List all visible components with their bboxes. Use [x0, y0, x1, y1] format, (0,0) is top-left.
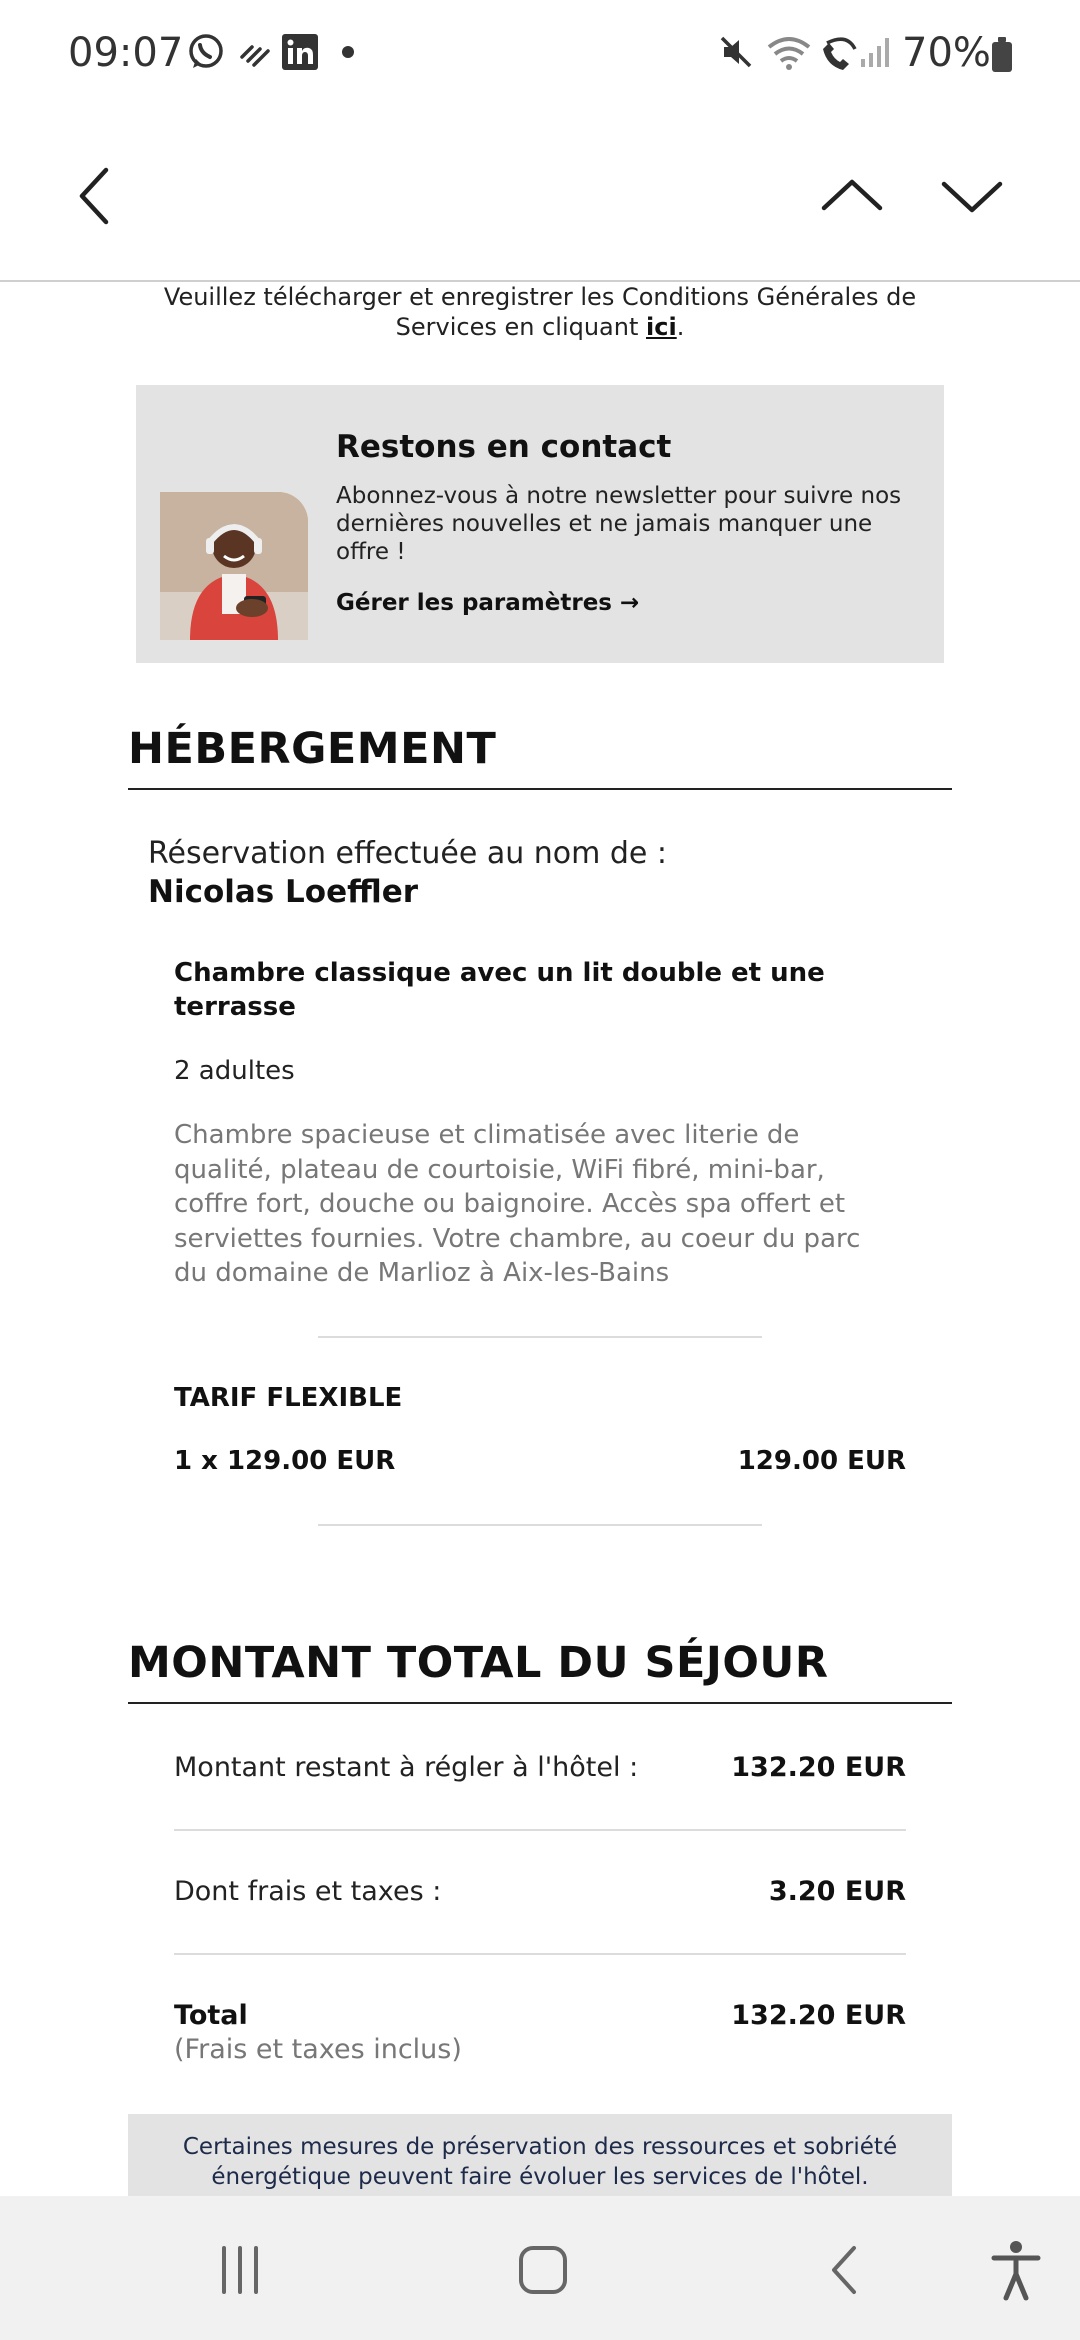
home-icon[interactable]: [503, 2238, 583, 2302]
dot-icon: [338, 30, 358, 74]
chevron-down-icon[interactable]: [932, 156, 1012, 236]
room-occupancy: 2 adultes: [174, 1056, 295, 1086]
system-navigation-bar: [0, 2196, 1080, 2340]
total-value: 132.20 EUR: [731, 2000, 906, 2031]
wifi-call-icon: [816, 30, 858, 74]
guest-name: Nicolas Loeffler: [148, 874, 419, 910]
newsletter-photo: [160, 492, 308, 640]
divider: [174, 1953, 906, 1955]
battery-icon: [992, 42, 1012, 72]
divider: [318, 1524, 762, 1526]
room-title: Chambre classique avec un lit double et une terrasse: [174, 958, 825, 1022]
newsletter-box: [136, 385, 944, 663]
battery-percentage: 70%: [902, 30, 991, 76]
whatsapp-icon: [184, 30, 228, 74]
divider: [318, 1336, 762, 1338]
accommodation-heading: HÉBERGEMENT: [128, 724, 497, 774]
newsletter-text: Abonnez-vous à notre newsletter pour suivre nos dernières nouvelles et ne jamais manquer une offre !: [336, 483, 902, 565]
newsletter-title: Restons en contact: [336, 429, 672, 465]
reservation-label: Réservation effectuée au nom de :: [148, 836, 668, 871]
fees-value: 3.20 EUR: [768, 1876, 906, 1907]
remaining-value: 132.20 EUR: [731, 1752, 906, 1783]
accessibility-icon[interactable]: [976, 2238, 1056, 2302]
section-divider: [128, 788, 952, 790]
recents-icon[interactable]: [200, 2238, 280, 2302]
linkedin-icon: [280, 30, 320, 74]
terms-end: .: [676, 313, 685, 341]
rate-name: TARIF FLEXIBLE: [174, 1383, 403, 1413]
remaining-label: Montant restant à régler à l'hôtel :: [174, 1752, 639, 1783]
status-bar: [0, 0, 1080, 112]
signal-sync-icon: [236, 30, 274, 74]
chevron-up-icon[interactable]: [812, 156, 892, 236]
back-icon[interactable]: [806, 2238, 886, 2302]
status-time: 09:07: [68, 30, 184, 76]
terms-notice: [150, 282, 930, 342]
chevron-left-icon[interactable]: [54, 156, 134, 236]
divider: [174, 1829, 906, 1831]
total-subtext: (Frais et taxes inclus): [174, 2034, 462, 2065]
room-description: Chambre spacieuse et climatisée avec literie de qualité, plateau de courtoisie, WiFi fibré, mini-bar, coffre fort, douche ou baignoire. Accès spa offert et serviettes fournies. Votre chambre, au coeur du parc du domaine de Marlioz à Aix-les-Bains: [174, 1120, 861, 1288]
terms-link[interactable]: ici: [646, 313, 677, 341]
total-heading: MONTANT TOTAL DU SÉJOUR: [128, 1638, 829, 1688]
rate-quantity: 1 x 129.00 EUR: [174, 1446, 396, 1476]
wifi-icon: [764, 30, 814, 74]
section-divider: [128, 1702, 952, 1704]
fees-label: Dont frais et taxes :: [174, 1876, 442, 1907]
eco-notice-text: Certaines mesures de préservation des ressources et sobriété énergétique peuvent faire évoluer les services de l'hôtel.: [182, 2134, 898, 2190]
total-label: Total: [174, 2000, 248, 2031]
signal-icon: [858, 30, 892, 74]
manage-settings-link[interactable]: Gérer les paramètres →: [336, 590, 640, 616]
terms-text: Veuillez télécharger et enregistrer les Conditions Générales de Services en cliquant: [163, 283, 917, 341]
top-navigation: [0, 112, 1080, 282]
rate-total: 129.00 EUR: [737, 1446, 906, 1476]
mute-icon: [716, 30, 756, 74]
